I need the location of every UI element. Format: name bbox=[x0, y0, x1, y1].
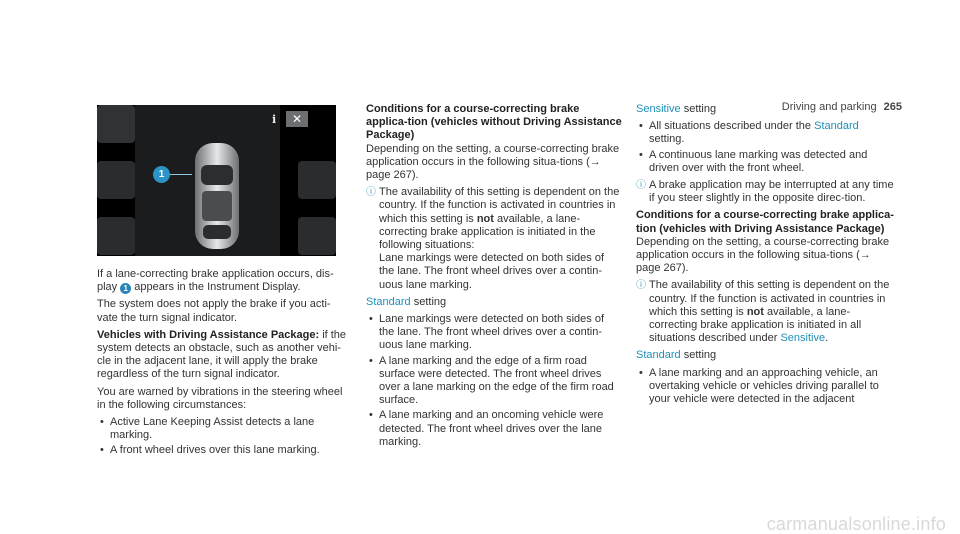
text: setting bbox=[680, 349, 717, 362]
text: If a lane-correcting brake application occurs, dis-play bbox=[97, 268, 334, 294]
text: available, a lane-correcting brake application is initiated in all situations described under bbox=[649, 305, 862, 345]
text: Lane markings were detected on both sides of the lane. The front wheel drives over a contin-uous lane marking. bbox=[379, 252, 605, 291]
text: All situations described under the bbox=[649, 120, 815, 133]
paragraph: Depending on the setting, a course-correcting brake application occurs in the following situa-tions (→ page 267). bbox=[636, 235, 890, 275]
close-icon[interactable]: ✕ bbox=[286, 111, 308, 127]
callout-line bbox=[170, 174, 192, 175]
list-item: • A lane marking and the edge of a firm road surface were detected. The front wheel drives over a lane marking on the edge of the firm road surface. bbox=[366, 355, 622, 408]
setting-label bbox=[636, 349, 894, 362]
section-heading: Conditions for a course-correcting brake applica-tion (vehicles with Driving Assistance Package) bbox=[636, 209, 894, 235]
list-item: • Lane markings were detected on both sides of the lane. The front wheel drives over a contin-uous lane marking. bbox=[366, 313, 622, 353]
callout-badge: 1 bbox=[153, 166, 170, 183]
screen-tile bbox=[97, 105, 135, 143]
info-note-icon: ⓘ bbox=[366, 187, 376, 199]
paragraph: Depending on the setting, a course-correcting brake application occurs in the following situa-tions (→ page 267). bbox=[366, 142, 620, 182]
column-right bbox=[636, 103, 894, 410]
column-left bbox=[97, 268, 349, 462]
setting-label bbox=[636, 103, 894, 116]
screen-tile bbox=[298, 217, 336, 255]
section-heading: Conditions for a course-correcting brake applica-tion (vehicles without Driving Assistance Package) bbox=[366, 103, 622, 142]
list-item: • A continuous lane marking was detected and driven over with the front wheel. bbox=[636, 149, 894, 175]
info-icon[interactable]: i bbox=[272, 113, 277, 126]
bullet-list bbox=[636, 367, 894, 407]
instrument-display-image bbox=[97, 105, 336, 256]
text: setting bbox=[680, 103, 717, 115]
text: appears in the Instrument Display. bbox=[131, 281, 301, 294]
paragraph: The system does not apply the brake if you acti-vate the turn signal indicator. bbox=[97, 298, 331, 324]
text: . bbox=[825, 332, 829, 345]
sensitive-link[interactable]: Sensitive bbox=[636, 103, 681, 115]
text: setting bbox=[410, 295, 447, 308]
text: available, a lane-correcting brake application is initiated in the following situations: bbox=[379, 212, 596, 252]
bullet-list bbox=[636, 120, 894, 175]
note bbox=[636, 179, 894, 205]
paragraph bbox=[97, 268, 349, 294]
text: if the system detects an obstacle, such as another vehi-cle in the adjacent lane, it will apply the brake regardless of the turn signal indicator. bbox=[97, 328, 347, 381]
watermark: carmanualsonline.info bbox=[766, 513, 946, 534]
standard-link[interactable]: Standard bbox=[366, 295, 411, 308]
car-top-view-icon bbox=[189, 141, 245, 251]
text: The availability of this setting is dependent on the country. If the function is activated in countries in which this setting is bbox=[379, 186, 620, 225]
inline-heading: Vehicles with Driving Assistance Package: bbox=[97, 328, 320, 341]
standard-link[interactable]: Standard bbox=[636, 349, 681, 362]
page-number: 265 bbox=[883, 101, 902, 113]
paragraph bbox=[97, 329, 349, 382]
text: setting. bbox=[649, 133, 685, 146]
text-strong: not bbox=[476, 212, 494, 225]
text: A brake application may be interrupted at any time if you steer slightly in the opposite direc-tion. bbox=[649, 179, 894, 205]
screen-tile bbox=[97, 217, 135, 255]
callout-badge-inline: 1 bbox=[120, 283, 131, 294]
note bbox=[636, 279, 894, 345]
list-item: • Active Lane Keeping Assist detects a lane marking. bbox=[97, 416, 349, 442]
list-item: • A lane marking and an approaching vehicle, an overtaking vehicle or vehicles driving parallel to your vehicle were detected in the adjacent bbox=[636, 367, 894, 407]
list-item: • A front wheel drives over this lane marking. bbox=[97, 444, 349, 457]
paragraph: You are warned by vibrations in the steering wheel in the following circumstances: bbox=[97, 385, 343, 411]
bullet-list bbox=[366, 313, 622, 449]
bullet-list bbox=[97, 416, 349, 458]
text: The availability of this setting is dependent on the country. If the function is activated in countries in which this setting is bbox=[649, 279, 890, 318]
screen-tile bbox=[298, 161, 336, 199]
screen-tile bbox=[97, 161, 135, 199]
column-middle bbox=[366, 103, 622, 453]
note bbox=[366, 186, 622, 292]
list-item: • A lane marking and an oncoming vehicle were detected. The front wheel drives over the lane marking. bbox=[366, 409, 622, 449]
section-title: Driving and parking bbox=[781, 101, 877, 113]
text-strong: not bbox=[746, 305, 764, 318]
info-note-icon: ⓘ bbox=[636, 180, 646, 192]
info-note-icon: ⓘ bbox=[636, 280, 646, 292]
list-item bbox=[636, 120, 894, 146]
standard-link[interactable]: Standard bbox=[814, 120, 859, 133]
sensitive-link[interactable]: Sensitive bbox=[780, 332, 826, 345]
setting-label bbox=[366, 296, 622, 309]
